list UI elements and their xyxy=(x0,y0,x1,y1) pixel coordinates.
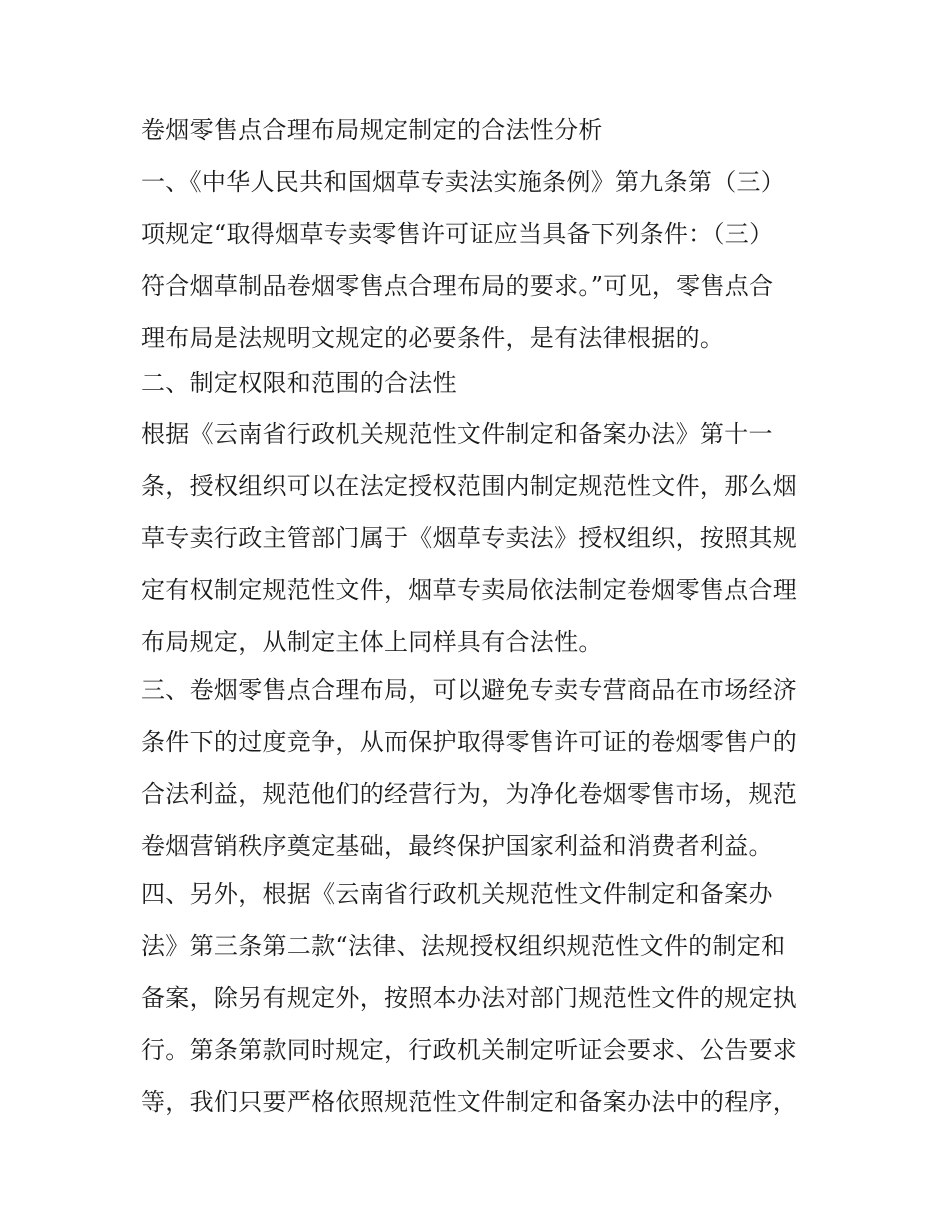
text-line: 草专卖行政主管部门属于《烟草专卖法》授权组织，按照其规 xyxy=(141,524,798,552)
text-line: 条，授权组织可以在法定授权范围内制定规范性文件，那么烟 xyxy=(141,472,798,500)
document-title: 卷烟零售点合理布局规定制定的合法性分析 xyxy=(141,116,603,144)
text-line: 三、卷烟零售点合理布局，可以避免专卖专营商品在市场经济 xyxy=(141,676,798,704)
text-line: 行。第条第款同时规定，行政机关制定听证会要求、公告要求 xyxy=(141,1036,798,1064)
text-line: 符合烟草制品卷烟零售点合理布局的要求。”可见，零售点合 xyxy=(141,272,774,300)
text-line: 布局规定，从制定主体上同样具有合法性。 xyxy=(141,628,603,656)
text-line: 理布局是法规明文规定的必要条件，是有法律根据的。 xyxy=(141,324,725,352)
section-heading: 二、制定权限和范围的合法性 xyxy=(141,369,457,397)
text-line: 四、另外，根据《云南省行政机关规范性文件制定和备案办 xyxy=(141,880,773,908)
text-line: 法》第三条第二款“法律、法规授权组织规范性文件的制定和 xyxy=(141,932,786,960)
text-line: 项规定“取得烟草专卖零售许可证应当具备下列条件：（三） xyxy=(141,220,774,248)
text-line: 合法利益，规范他们的经营行为，为净化卷烟零售市场，规范 xyxy=(141,780,798,808)
text-line: 条件下的过度竞争，从而保护取得零售许可证的卷烟零售户的 xyxy=(141,728,798,756)
text-line: 备案，除另有规定外，按照本办法对部门规范性文件的规定执 xyxy=(141,984,798,1012)
text-line: 等，我们只要严格依照规范性文件制定和备案办法中的程序， xyxy=(141,1088,798,1116)
text-line: 一、《中华人民共和国烟草专卖法实施条例》第九条第（三） xyxy=(141,168,786,196)
text-line: 定有权制定规范性文件，烟草专卖局依法制定卷烟零售点合理 xyxy=(141,576,798,604)
text-line: 根据《云南省行政机关规范性文件制定和备案办法》第十一 xyxy=(141,420,773,448)
text-line: 卷烟营销秩序奠定基础，最终保护国家利益和消费者利益。 xyxy=(141,832,773,860)
